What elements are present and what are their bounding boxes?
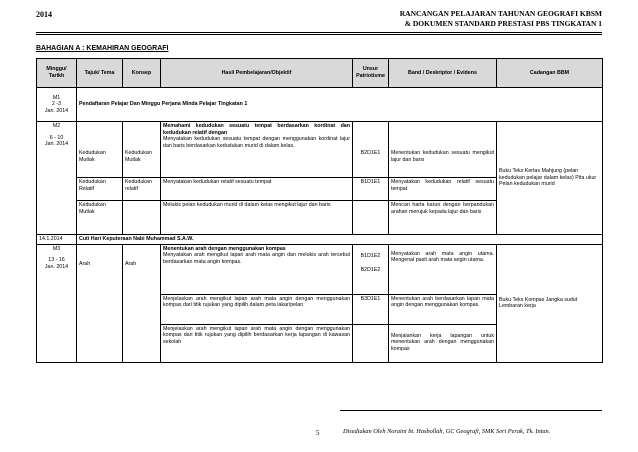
week-label: M2: [52, 123, 61, 129]
descriptor-cell: Mencari harta karun dengan berpandukan arahan merujuk kepada lajur dan baris: [389, 201, 497, 235]
page-number: 5: [316, 429, 320, 437]
week-date: Jan. 2014: [44, 263, 69, 270]
table-row-m1: [37, 88, 603, 122]
week-cell-m3: [37, 244, 77, 294]
table-row-m2-1: [37, 122, 603, 178]
week-range: 13 - 16: [48, 257, 65, 264]
lesson-plan-table: [36, 58, 603, 363]
konsep-cell: [123, 201, 161, 235]
week-label: M1: [52, 94, 61, 101]
descriptor-cell: Menjalankan kerja lapangan untuk menentukan arah dengan menggunakan kompas: [389, 324, 497, 362]
week-cell-empty: [37, 294, 77, 324]
table-row-holiday: [37, 235, 603, 245]
konsep-cell: Arah: [123, 244, 161, 294]
konsep-cell-empty: [123, 324, 161, 362]
konsep-cell: Kedudukan Mutlak: [123, 122, 161, 178]
objective-text: Menyatakan kedudukan sesuatu tempat dengan menggunakan kordinat lajur dan baris berdasarkan kedudukan murid di dalam kelas.: [163, 136, 350, 149]
konsep-cell: Kedudukan relatif: [123, 178, 161, 201]
band-code-cell: B2D1E1: [353, 122, 389, 178]
section-title: BAHAGIAN A : KEMAHIRAN GEOGRAFI: [36, 45, 169, 52]
week-cell-m1: [37, 88, 77, 122]
col-header-cadangan: Cadangan BBM: [497, 59, 603, 88]
table-row-m3-1: [37, 244, 603, 294]
week-cell-empty: [37, 324, 77, 362]
descriptor-cell: Menyatakan arah mata angin utama. Mengenal pasti arah mata angin utama.: [389, 244, 497, 294]
band-code-cell: [353, 201, 389, 235]
band-code-cell: [353, 324, 389, 362]
header-year: 2014: [36, 10, 52, 19]
table-header-row: [37, 59, 603, 88]
band-code-cell: [353, 244, 389, 294]
hasil-cell: [161, 244, 353, 294]
bbm-cell-m2: Buku Teks Kertas Mahjung (pelan kedudukan pelajar dalam kelas) Pita ukur Pelan kedudukan murid: [497, 122, 603, 235]
week-cell-empty: [37, 178, 77, 201]
descriptor-cell: Menentukan kedudukan sesuatu mengikut lajur dan baris: [389, 122, 497, 178]
tajuk-cell: Kedudukan Relatif: [77, 178, 123, 201]
footer-credit: Disediakan Oleh Noraini bt. Hasbollah, GC Geografi, SMK Seri Perak, Tk. Intan.: [343, 428, 551, 435]
tajuk-cell-empty: [77, 324, 123, 362]
col-header-hasil: Hasil Pembelajaran/Objektif: [161, 59, 353, 88]
hasil-cell: Menjelaskan arah mengikut lapan arah mata angin dengan menggunakan kompas dari titik rujukan yang dipilih dalam peta lakar/pelan: [161, 294, 353, 324]
holiday-note: Cuti Hari Keputeraan Nabi Muhammad S.A.W.: [77, 235, 603, 245]
header-title-line2: & DOKUMEN STANDARD PRESTASI PBS TINGKATAN 1: [404, 18, 602, 28]
col-header-konsep: Konsep: [123, 59, 161, 88]
col-header-unsur: Unsur Patriotisme: [353, 59, 389, 88]
week-range: 6 - 10: [49, 134, 64, 141]
header-title: [222, 9, 602, 28]
konsep-cell-empty: [123, 294, 161, 324]
header-rule-bottom: [36, 34, 602, 35]
objective-heading: Menentukan arah dengan menggunakan kompas: [163, 245, 286, 252]
holiday-date: 14.1.2014: [37, 235, 77, 245]
bbm-cell-m3: Buku Teks Kompas Jangka sudut Lembaran kerja: [497, 244, 603, 362]
header-rule-top: [36, 32, 602, 33]
week-cell-empty: [37, 201, 77, 235]
week-range: 2 -3: [51, 101, 62, 108]
band-code: B1D1E2: [360, 252, 381, 259]
week-date: Jan. 2014: [44, 107, 69, 114]
col-header-tajuk: Tajuk/ Tema: [77, 59, 123, 88]
hasil-cell: Menjelaskan arah mengikut lapan arah mata angin dengan menggunakan kompas dari titik rujukan yang dipilih berdasarkan kerja lapangan di kawasan sekolah: [161, 324, 353, 362]
hasil-cell: [161, 122, 353, 178]
row-note-m1: Pendaftaran Pelajar Dan Minggu Perjana Minda Pelajar Tingkatan 1: [77, 88, 603, 122]
col-header-minggu: Minggu/ Tarikh: [37, 59, 77, 88]
header-title-line1: RANCANGAN PELAJARAN TAHUNAN GEOGRAFI KBSM: [399, 9, 602, 18]
tajuk-cell: Arah: [77, 244, 123, 294]
band-code: B2D1E2: [360, 267, 381, 274]
week-label: M3: [52, 245, 61, 252]
week-cell-m2: [37, 122, 77, 178]
col-header-band: Band / Deskriptor / Evidens: [389, 59, 497, 88]
descriptor-cell: Menentukan arah berdasarkan lapan mata angin dengan menggunakan kompas.: [389, 294, 497, 324]
objective-heading: Memahami kedudukan sesuatu tempat berdasarkan kordinat dan kedudukan relatif dengan: [163, 123, 350, 136]
objective-text: Menyatakan arah mengikut lapan arah mata angin dan melukis arah tersebut berdasarkan mata angin kompas.: [163, 252, 350, 265]
tajuk-cell-empty: [77, 294, 123, 324]
tajuk-cell: Kedudukan Mutlak: [77, 201, 123, 235]
tajuk-cell: Kedudukan Mutlak: [77, 122, 123, 178]
band-code-cell: B1D1E1: [353, 178, 389, 201]
hasil-cell: Menyatakan kedudukan relatif sesuatu tempat: [161, 178, 353, 201]
footer-rule: [340, 410, 602, 411]
descriptor-cell: Menyatakan kedudukan relatif sesuatu tempat: [389, 178, 497, 201]
week-date: Jan. 2014: [44, 141, 69, 148]
hasil-cell: Melukis pelan kedudukan murid di dalam kelas mengikut lajur dan baris: [161, 201, 353, 235]
band-code-cell: B3D1E1: [353, 294, 389, 324]
